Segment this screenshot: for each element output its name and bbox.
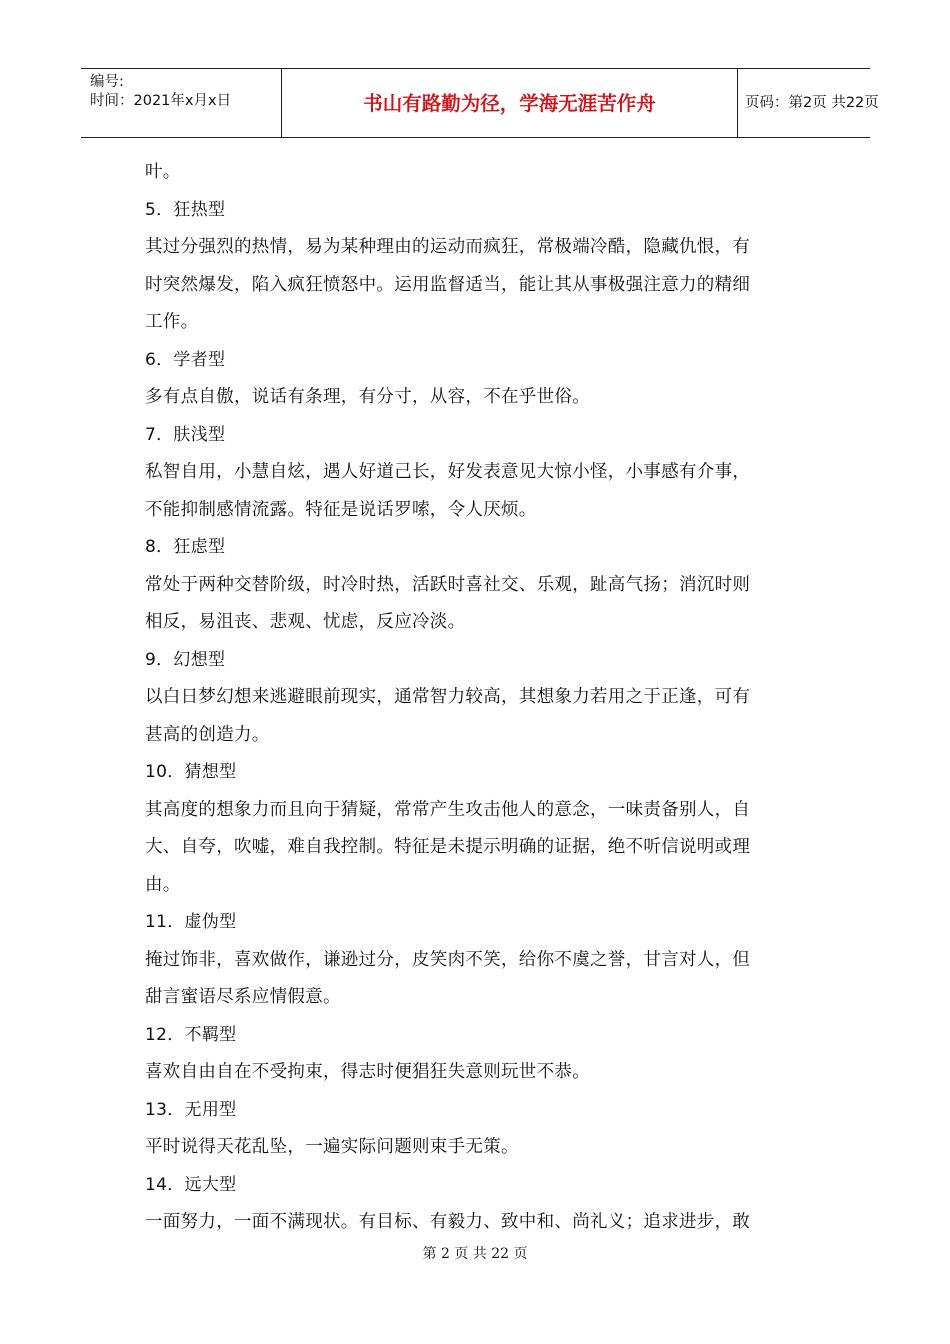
- paragraph-line: 相反，易沮丧、悲观、忧虑，反应冷淡。: [145, 612, 466, 632]
- section-heading: 11．虚伪型: [145, 912, 237, 932]
- paragraph-line: 掩过饰非，喜欢做作，谦逊过分，皮笑肉不笑，给你不虞之誉，甘言对人，但: [145, 949, 751, 970]
- paragraph-line: 一面努力，一面不满现状。有目标、有毅力、致中和、尚礼义；追求进步，敢: [145, 1212, 751, 1232]
- section-heading: 13．无用型: [145, 1099, 237, 1120]
- paragraph-line: 时突然爆发，陷入疯狂愤怒中。运用监督适当，能让其从事极强注意力的精细: [145, 274, 751, 295]
- section-heading: 6．学者型: [145, 349, 226, 370]
- section-heading: 7．肤浅型: [145, 424, 226, 445]
- paragraph-line: 其高度的想象力而且向于猜疑，常常产生攻击他人的意念，一味责备别人，自: [145, 799, 751, 820]
- header-meta-cell: [81, 69, 281, 137]
- paragraph-line: 私智自用，小慧自炫，遇人好道己长，好发表意见大惊小怪，小事感有介事，: [145, 462, 751, 482]
- section-heading: 5．狂热型: [145, 199, 226, 220]
- paragraph-line: 不能抑制感情流露。特征是说话罗嗦，令人厌烦。: [145, 499, 537, 520]
- section-heading: 10．猜想型: [145, 762, 237, 782]
- paragraph-line: 平时说得天花乱坠，一遍实际问题则束手无策。: [145, 1137, 519, 1157]
- number-label: 编号:: [90, 74, 124, 90]
- paragraph-line: 以白日梦幻想来逃避眼前现实，通常智力较高，其想象力若用之于正逢，可有: [145, 687, 751, 707]
- paragraph-line: 其过分强烈的热情，易为某种理由的运动而疯狂，常极端冷酷，隐藏仇恨，有: [145, 237, 751, 257]
- paragraph-line: 喜欢自由自在不受拘束，得志时便猖狂失意则玩世不恭。: [145, 1062, 590, 1082]
- date-label: 时间：2021年x月x日: [90, 93, 232, 109]
- paragraph-line: 多有点自傲，说话有条理，有分寸，从容，不在乎世俗。: [145, 387, 590, 407]
- paragraph-line: 甚高的创造力。: [145, 724, 270, 745]
- section-heading: 9．幻想型: [145, 649, 226, 670]
- paragraph-line: 工作。: [145, 312, 199, 332]
- section-heading: 8．狂虑型: [145, 537, 226, 557]
- page-footer: 第 2 页 共 22 页: [422, 1246, 528, 1262]
- header-page-cell: [737, 69, 879, 137]
- header-motto-cell: [281, 69, 738, 137]
- section-heading: 14．远大型: [145, 1174, 237, 1195]
- document-body: [145, 154, 805, 1242]
- paragraph-line: 常处于两种交替阶级，时冷时热，活跃时喜社交、乐观，趾高气扬；消沉时则: [145, 574, 751, 595]
- document-header: [81, 68, 879, 138]
- paragraph-line: 甜言蜜语尽系应情假意。: [145, 987, 341, 1007]
- paragraph-line: 大、自夸，吹嘘，难自我控制。特征是未提示明确的证据，绝不听信说明或理: [145, 837, 751, 857]
- page-number-label: 页码：第2页 共22页: [745, 95, 879, 111]
- paragraph-line: 由。: [145, 874, 181, 895]
- motto-text: 书山有路勤为径，学海无涯苦作舟: [363, 92, 656, 115]
- section-heading: 12．不羁型: [145, 1024, 237, 1045]
- paragraph-line: 叶。: [145, 162, 181, 182]
